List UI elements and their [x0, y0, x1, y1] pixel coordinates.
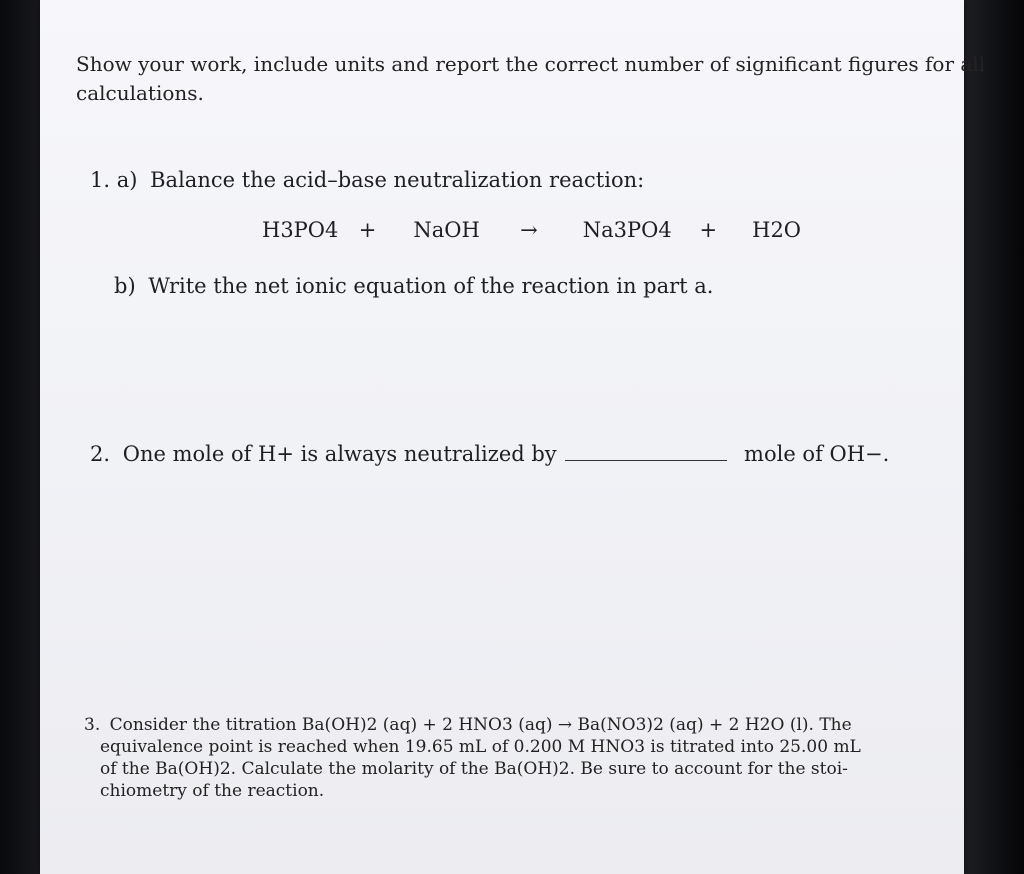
question-1a [90, 168, 644, 192]
product-na3po4: Na3PO4 [582, 218, 672, 242]
question-3-line-4: chiometry of the reaction. [100, 781, 325, 801]
question-2-text-before: One mole of H+ is always neutralized by [122, 442, 557, 466]
answer-blank[interactable] [565, 442, 727, 461]
question-2-text-after: mole of OH−. [744, 442, 890, 466]
question-1b-label: b) [114, 274, 136, 298]
reaction-arrow: → [520, 218, 538, 242]
question-3-line-3: of the Ba(OH)2. Calculate the molarity of the Ba(OH)2. Be sure to account for the stoi- [100, 759, 848, 779]
question-1b-text: Write the net ionic equation of the reaction in part a. [148, 274, 714, 298]
question-3 [84, 714, 861, 802]
plus-sign-1: + [358, 218, 377, 242]
question-3-number: 3. [84, 715, 101, 735]
instructions-line-1: Show your work, include units and report the correct number of significant figures for all [76, 52, 986, 76]
question-3-line-1 [84, 714, 861, 736]
question-2-number: 2. [90, 442, 111, 466]
reactant-h3po4: H3PO4 [262, 218, 339, 242]
question-1a-label: 1. a) [90, 168, 138, 192]
question-1a-text: Balance the acid–base neutralization reaction: [150, 168, 645, 192]
instructions [76, 50, 985, 108]
reactant-naoh: NaOH [413, 218, 480, 242]
question-2 [90, 442, 889, 466]
background-edge-right [964, 0, 1024, 874]
question-3-text-1: Consider the titration Ba(OH)2 (aq) + 2 HNO3 (aq) → Ba(NO3)2 (aq) + 2 H2O (l). The [109, 715, 852, 735]
question-3-line-2: equivalence point is reached when 19.65 mL of 0.200 M HNO3 is titrated into 25.00 mL [100, 737, 861, 757]
reaction-equation [262, 218, 801, 242]
instructions-line-2: calculations. [76, 81, 204, 105]
background-edge-left [0, 0, 44, 874]
question-1b [114, 274, 713, 298]
plus-sign-2: + [699, 218, 718, 242]
product-h2o: H2O [752, 218, 802, 242]
worksheet-page [40, 0, 986, 874]
